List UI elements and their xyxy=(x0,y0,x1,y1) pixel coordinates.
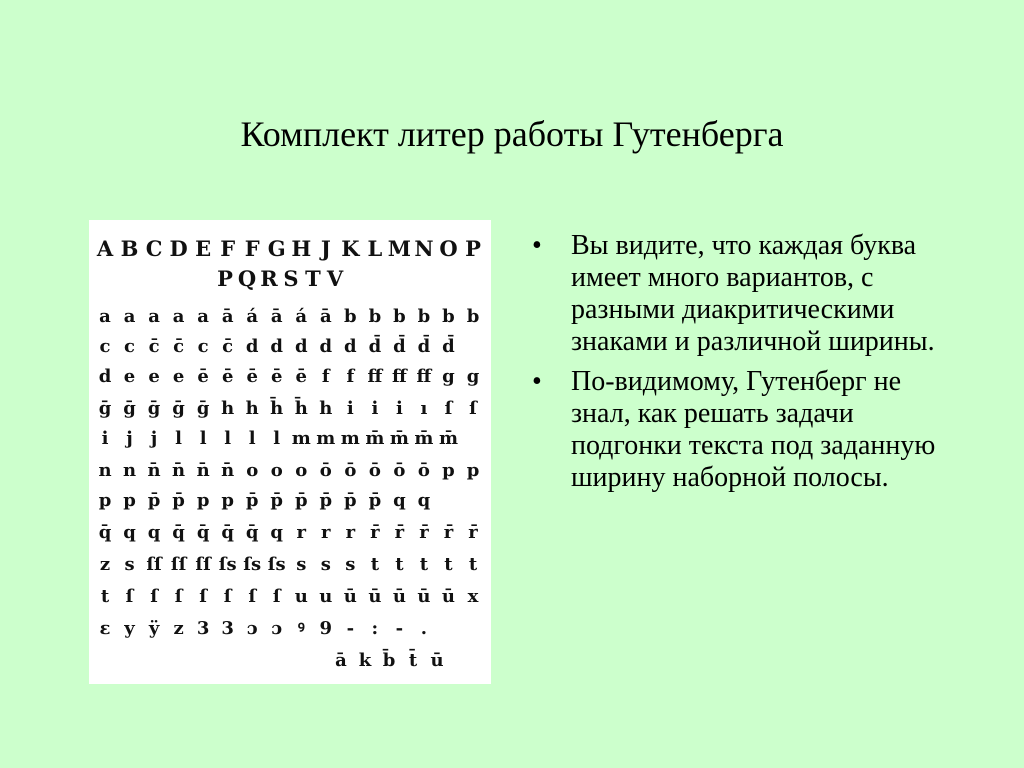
specimen-glyph: q̄ xyxy=(245,522,259,543)
specimen-glyph: u xyxy=(294,586,308,607)
specimen-glyph: P xyxy=(465,236,481,261)
specimen-glyph: n̄ xyxy=(172,460,186,481)
specimen-glyph: d̄ xyxy=(417,336,431,357)
specimen-glyph: t xyxy=(419,554,429,575)
specimen-glyph: B xyxy=(120,236,139,261)
specimen-glyph: 9 xyxy=(319,618,333,639)
specimen-glyph: P xyxy=(217,266,233,291)
specimen-glyph: x xyxy=(467,586,479,607)
specimen-glyph: F xyxy=(244,236,260,261)
specimen-glyph: q̄ xyxy=(98,522,112,543)
specimen-glyph: q xyxy=(417,490,431,511)
specimen-glyph: r̄ xyxy=(443,522,454,543)
type-specimen-glyphs xyxy=(89,220,491,684)
specimen-glyph: p̄ xyxy=(294,490,308,511)
specimen-glyph: l xyxy=(248,428,256,449)
specimen-glyph: t xyxy=(395,554,404,575)
specimen-glyph: m̄ xyxy=(414,428,434,449)
specimen-glyph: ū xyxy=(343,586,357,607)
specimen-glyph: n xyxy=(98,460,112,481)
specimen-glyph: k xyxy=(358,650,372,671)
specimen-glyph: ſ xyxy=(199,586,208,607)
specimen-glyph: ā xyxy=(335,650,347,671)
specimen-glyph: ū xyxy=(430,650,444,671)
specimen-glyph: d xyxy=(319,336,333,357)
specimen-glyph: d xyxy=(98,366,112,387)
specimen-glyph: i xyxy=(101,428,109,449)
specimen-glyph: 3 xyxy=(221,618,234,639)
specimen-glyph: z xyxy=(173,618,184,639)
specimen-glyph: V xyxy=(326,266,344,291)
specimen-glyph: ō xyxy=(344,460,357,481)
specimen-glyph: ō xyxy=(368,460,381,481)
specimen-glyph: ḡ xyxy=(123,398,136,419)
bullet-marker: • xyxy=(532,230,542,261)
specimen-glyph: q xyxy=(147,522,161,543)
specimen-glyph: H xyxy=(291,236,312,261)
specimen-glyph: b xyxy=(466,306,480,327)
bullet-item-2 xyxy=(530,366,950,494)
specimen-glyph: p̄ xyxy=(368,490,382,511)
specimen-glyph: p xyxy=(466,460,480,481)
specimen-glyph: p̄ xyxy=(344,490,357,511)
specimen-glyph: e xyxy=(148,366,160,387)
specimen-glyph: Q xyxy=(237,266,257,291)
specimen-glyph: q̄ xyxy=(172,522,185,543)
specimen-glyph: p xyxy=(123,490,136,511)
specimen-glyph: ſſ xyxy=(195,554,211,575)
specimen-glyph: T xyxy=(305,266,321,291)
specimen-glyph: g xyxy=(442,366,455,387)
specimen-glyph: ā xyxy=(319,306,332,327)
specimen-glyph: h̄ xyxy=(294,398,308,419)
specimen-glyph: f xyxy=(346,366,355,387)
specimen-glyph: p xyxy=(221,490,234,511)
specimen-glyph: ı xyxy=(420,398,428,419)
specimen-glyph: d̄ xyxy=(368,336,382,357)
specimen-glyph: p xyxy=(442,460,455,481)
specimen-glyph: r xyxy=(321,522,331,543)
specimen-glyph: F xyxy=(220,236,236,261)
specimen-glyph: á xyxy=(246,306,259,327)
specimen-glyph: m̄ xyxy=(389,428,409,449)
specimen-glyph: D xyxy=(169,236,188,261)
specimen-glyph: r xyxy=(296,522,307,543)
specimen-glyph: ū xyxy=(417,586,431,607)
specimen-glyph: J xyxy=(320,236,331,261)
specimen-glyph: q xyxy=(123,522,136,543)
gutenberg-type-specimen-image xyxy=(89,220,491,684)
specimen-glyph: c̄ xyxy=(222,336,234,357)
specimen-glyph: a xyxy=(148,306,160,327)
specimen-glyph: a xyxy=(197,306,209,327)
specimen-glyph: r̄ xyxy=(394,522,405,543)
specimen-glyph: j xyxy=(126,428,133,449)
specimen-glyph: t xyxy=(468,554,478,575)
specimen-glyph: a xyxy=(123,306,136,327)
specimen-glyph: ſs xyxy=(243,554,262,575)
specimen-glyph: E xyxy=(195,236,212,261)
specimen-glyph: o xyxy=(270,460,283,481)
specimen-glyph: s xyxy=(296,554,307,575)
specimen-glyph: ḡ xyxy=(196,398,210,419)
specimen-glyph: R xyxy=(260,266,278,291)
specimen-glyph: b̄ xyxy=(382,650,396,671)
specimen-glyph: n̄ xyxy=(221,460,235,481)
specimen-glyph: ḡ xyxy=(98,398,112,419)
specimen-glyph: r̄ xyxy=(468,522,478,543)
specimen-glyph: z xyxy=(99,554,111,575)
specimen-glyph: ſ xyxy=(444,398,453,419)
specimen-glyph: p̄ xyxy=(245,490,259,511)
specimen-glyph: K xyxy=(341,236,360,261)
specimen-glyph: ḡ xyxy=(172,398,185,419)
specimen-glyph: c xyxy=(99,336,111,357)
specimen-glyph: L xyxy=(367,236,383,261)
specimen-glyph: m xyxy=(291,428,311,449)
specimen-glyph: ō xyxy=(319,460,332,481)
specimen-glyph: r̄ xyxy=(419,522,429,543)
specimen-glyph: c̄ xyxy=(148,336,160,357)
specimen-glyph: s xyxy=(124,554,135,575)
specimen-glyph: e xyxy=(172,366,185,387)
specimen-glyph: ū xyxy=(441,586,456,607)
specimen-glyph: b xyxy=(393,306,406,327)
specimen-glyph: ſ xyxy=(150,586,158,607)
bullet-marker: • xyxy=(532,366,542,397)
specimen-glyph: c xyxy=(124,336,136,357)
specimen-glyph: t xyxy=(100,586,110,607)
specimen-glyph: N xyxy=(414,236,434,261)
specimen-glyph: M xyxy=(387,236,412,261)
specimen-glyph: o xyxy=(246,460,259,481)
specimen-glyph: t xyxy=(444,554,453,575)
specimen-glyph: b xyxy=(368,306,382,327)
specimen-glyph: b xyxy=(442,306,455,327)
specimen-glyph: l xyxy=(199,428,207,449)
specimen-glyph: i xyxy=(346,398,354,419)
specimen-glyph: u xyxy=(319,586,333,607)
specimen-glyph: : xyxy=(371,618,379,639)
bullet-list xyxy=(530,230,950,502)
specimen-glyph: p̄ xyxy=(172,490,185,511)
specimen-glyph: e xyxy=(123,366,136,387)
specimen-glyph: ꝰ xyxy=(297,618,305,639)
specimen-glyph: m̄ xyxy=(438,428,458,449)
specimen-glyph: d̄ xyxy=(442,336,455,357)
specimen-glyph: j xyxy=(150,428,158,449)
specimen-glyph: ſſ xyxy=(170,554,187,575)
specimen-glyph: ſ xyxy=(223,586,232,607)
specimen-glyph: A xyxy=(96,236,114,261)
specimen-glyph: ſ xyxy=(248,586,257,607)
specimen-glyph: d xyxy=(245,336,259,357)
specimen-glyph: n̄ xyxy=(196,460,210,481)
slide-title: Комплект литер работы Гутенберга xyxy=(240,114,784,154)
specimen-glyph: ff xyxy=(416,366,432,387)
specimen-glyph: ſ xyxy=(174,586,183,607)
specimen-glyph: ɔ xyxy=(271,618,283,639)
specimen-glyph: ē xyxy=(197,366,209,387)
specimen-glyph: ſ xyxy=(125,586,134,607)
specimen-glyph: o xyxy=(295,460,308,481)
specimen-glyph: p̄ xyxy=(319,490,333,511)
specimen-glyph: h xyxy=(319,398,333,419)
specimen-glyph: ɔ xyxy=(246,618,258,639)
specimen-glyph: ɛ xyxy=(99,618,111,639)
specimen-glyph: C xyxy=(145,236,163,261)
specimen-glyph: l xyxy=(273,428,281,449)
specimen-glyph: t̄ xyxy=(408,650,418,671)
specimen-glyph: ē xyxy=(271,366,283,387)
specimen-glyph: r xyxy=(345,522,356,543)
specimen-glyph: . xyxy=(420,618,428,639)
specimen-glyph: ō xyxy=(417,460,430,481)
specimen-glyph: s xyxy=(320,554,331,575)
specimen-glyph: r̄ xyxy=(370,522,380,543)
specimen-glyph: i xyxy=(395,398,403,419)
specimen-glyph: ſs xyxy=(218,554,237,575)
specimen-glyph: n xyxy=(122,460,137,481)
specimen-glyph: b xyxy=(417,306,431,327)
specimen-glyph: t xyxy=(370,554,380,575)
specimen-glyph: ū xyxy=(368,586,382,607)
specimen-glyph: a xyxy=(172,306,185,327)
specimen-glyph: d xyxy=(344,336,357,357)
specimen-glyph: á xyxy=(295,306,308,327)
specimen-glyph: c xyxy=(197,336,209,357)
specimen-glyph: m̄ xyxy=(365,428,385,449)
specimen-glyph: d xyxy=(270,336,284,357)
specimen-glyph: q xyxy=(393,490,406,511)
specimen-glyph: m xyxy=(316,428,336,449)
specimen-glyph: m xyxy=(340,428,360,449)
specimen-glyph: ā xyxy=(221,306,234,327)
specimen-glyph: h xyxy=(245,398,259,419)
specimen-glyph: ḡ xyxy=(147,398,161,419)
specimen-glyph: p̄ xyxy=(270,490,284,511)
specimen-glyph: ſ xyxy=(272,586,281,607)
specimen-glyph: ē xyxy=(221,366,234,387)
specimen-glyph: ē xyxy=(295,366,307,387)
specimen-glyph: p xyxy=(98,490,112,511)
specimen-glyph: q xyxy=(270,522,284,543)
specimen-glyph: S xyxy=(283,266,299,291)
specimen-glyph: b xyxy=(344,306,357,327)
specimen-glyph: - xyxy=(346,618,355,639)
specimen-glyph: c̄ xyxy=(173,336,185,357)
specimen-glyph: ſ xyxy=(469,398,477,419)
specimen-glyph: q̄ xyxy=(221,522,234,543)
specimen-glyph: g xyxy=(466,366,480,387)
specimen-glyph: d̄ xyxy=(393,336,406,357)
specimen-glyph: ſſ xyxy=(146,554,162,575)
specimen-glyph: ſs xyxy=(267,554,286,575)
specimen-glyph: 3 xyxy=(196,618,210,639)
specimen-glyph: O xyxy=(439,236,458,261)
specimen-glyph: ÿ xyxy=(148,618,160,639)
specimen-glyph: l xyxy=(175,428,183,449)
specimen-glyph: - xyxy=(395,618,404,639)
specimen-glyph: ō xyxy=(393,460,406,481)
specimen-glyph: h xyxy=(221,398,235,419)
specimen-glyph: y xyxy=(124,618,135,639)
bullet-text-2: По-видимому, Гутенберг не знал, как решать задачи подгонки текста под заданную ширину наборной полосы. xyxy=(571,366,936,493)
specimen-glyph: ū xyxy=(392,586,406,607)
specimen-glyph: s xyxy=(345,554,356,575)
specimen-glyph: a xyxy=(99,306,111,327)
specimen-glyph: q̄ xyxy=(196,522,210,543)
specimen-glyph: p̄ xyxy=(147,490,161,511)
specimen-glyph: p xyxy=(196,490,210,511)
specimen-glyph: ff xyxy=(367,366,383,387)
bullet-text-1: Вы видите, что каждая буква имеет много вариантов, с разными диакритическими знаками и различной ширины. xyxy=(571,230,935,357)
specimen-glyph: ē xyxy=(246,366,258,387)
specimen-glyph: n̄ xyxy=(147,460,161,481)
bullet-item-1 xyxy=(530,230,950,358)
specimen-glyph: ff xyxy=(392,366,407,387)
specimen-glyph: l xyxy=(224,428,232,449)
specimen-glyph: i xyxy=(371,398,379,419)
specimen-glyph: d xyxy=(294,336,308,357)
specimen-glyph: f xyxy=(321,366,330,387)
specimen-glyph: ā xyxy=(270,306,283,327)
specimen-glyph: h̄ xyxy=(270,398,284,419)
specimen-glyph: G xyxy=(267,236,286,261)
